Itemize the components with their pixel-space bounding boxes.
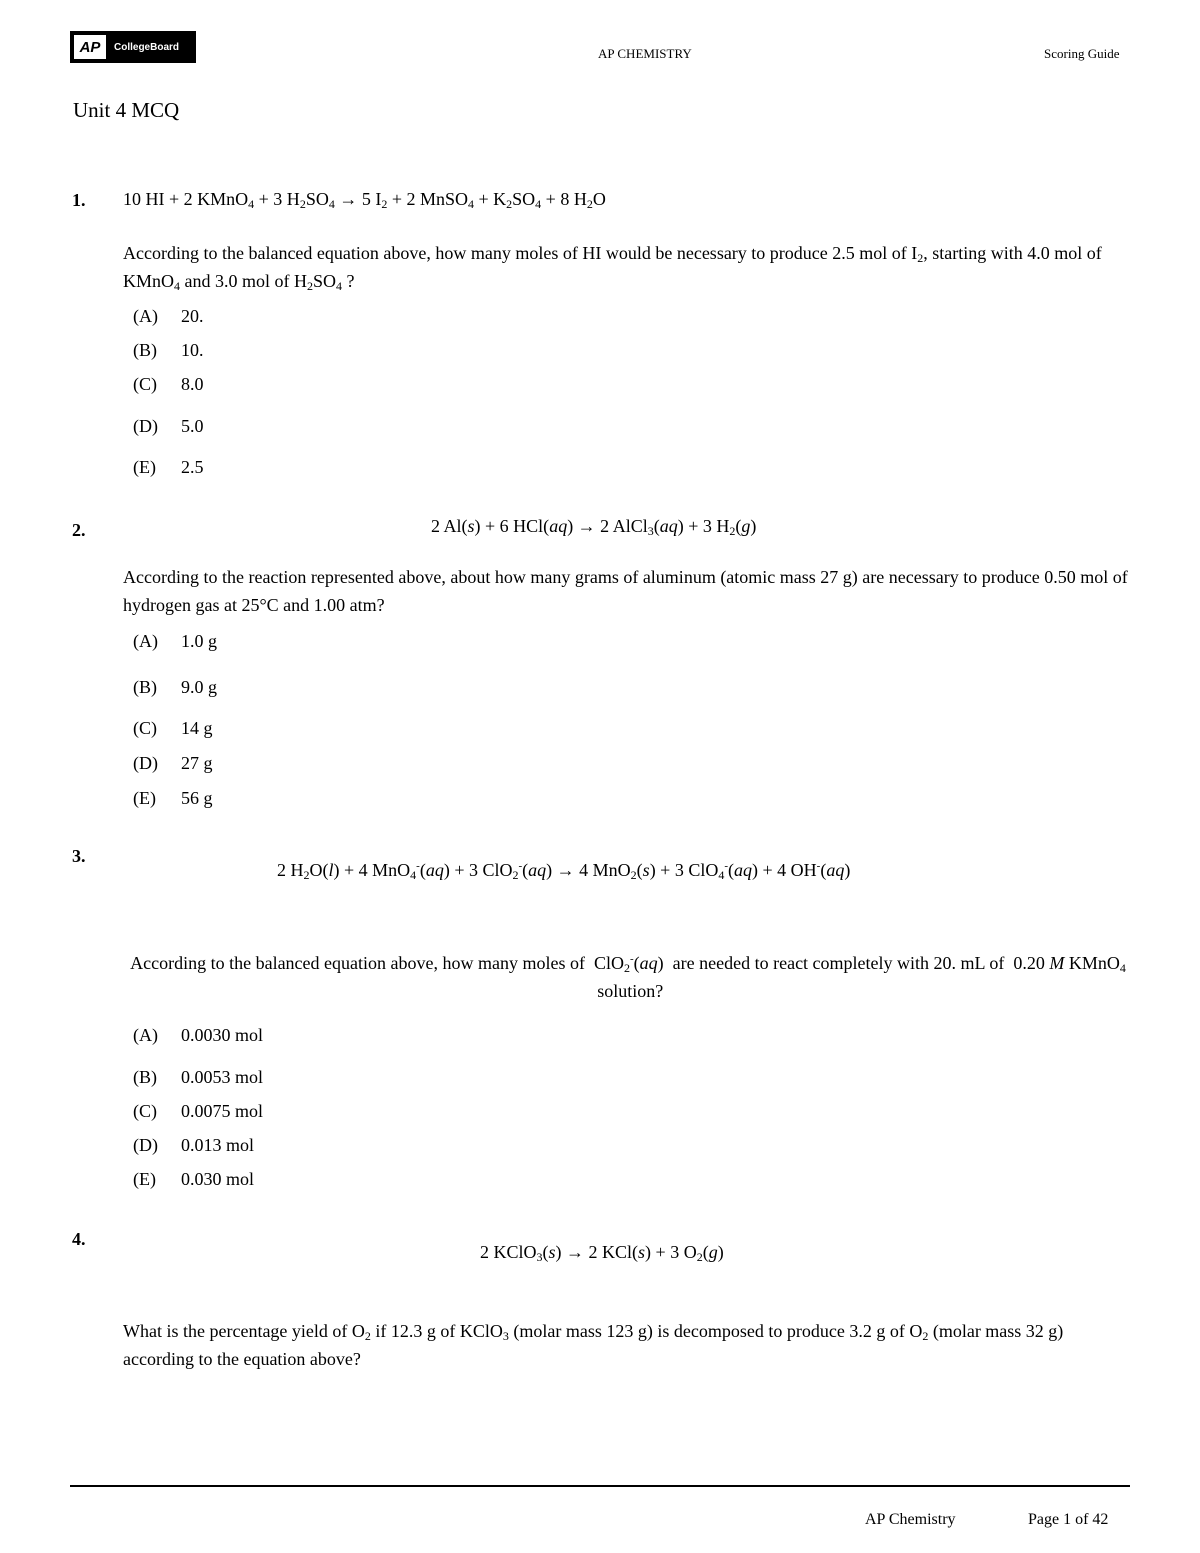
- choice-label: (C): [133, 718, 157, 738]
- choice-label: (A): [133, 1025, 158, 1045]
- choice-text: 9.0 g: [181, 677, 217, 697]
- answer-choice: [133, 753, 213, 774]
- answer-choice: [133, 1025, 263, 1046]
- choice-text: 1.0 g: [181, 631, 217, 651]
- answer-choice: [133, 677, 217, 698]
- choice-label: (C): [133, 374, 157, 394]
- choice-label: (A): [133, 631, 158, 651]
- question-number: 4.: [72, 1229, 86, 1249]
- header-doc-type: Scoring Guide: [1044, 46, 1120, 61]
- choice-label: (C): [133, 1101, 157, 1121]
- choice-text: 0.0075 mol: [181, 1101, 264, 1121]
- footer-course: AP Chemistry: [865, 1511, 956, 1528]
- choice-text: 0.030 mol: [181, 1169, 255, 1189]
- question-1-equation: 10 HI + 2 KMnO$_4$ + 3 $H_2SO_4 \to 5$ $I_2 + 2$ MnSO$_4$ + $K_2SO_4 + 8$ $H_2O$: [123, 189, 606, 211]
- answer-choice: [133, 718, 213, 739]
- choice-label: (D): [133, 753, 158, 773]
- choice-label: (B): [133, 340, 157, 360]
- answer-choice: [133, 1135, 254, 1156]
- answer-choice: [133, 416, 204, 437]
- ap-collegeboard-logo: [70, 31, 196, 63]
- header-subject: AP CHEMISTRY: [598, 46, 692, 61]
- choice-text: 2.5: [181, 457, 204, 477]
- choice-label: (E): [133, 457, 156, 477]
- question-1-stem: According to the balanced equation above, how many moles of HI would be necessary to produce 2.5 mol of $I_2$, starting with 4.0 mol of KMnO$_4$ and 3.0 mol of $H_2SO_4$ ?: [123, 243, 1102, 293]
- answer-choice: [133, 788, 213, 809]
- question-3-stem: According to the balanced equation above, how many moles of ClO$_2$-(aq) are needed to react completely with 20. mL of 0.20 M KMnO$_4$ solution?: [130, 953, 1126, 1001]
- choice-text: 8.0: [181, 374, 204, 394]
- choice-label: (E): [133, 788, 156, 808]
- choice-text: 14 g: [181, 718, 213, 738]
- question-number: 2.: [72, 520, 86, 540]
- choice-text: 10.: [181, 340, 204, 360]
- answer-choice: [133, 340, 204, 361]
- choice-text: 20.: [181, 306, 204, 326]
- choice-label: (D): [133, 1135, 158, 1155]
- answer-choice: [133, 1169, 254, 1190]
- question-4-stem: What is the percentage yield of $O_2$ if 12.3 g of KClO$_3$ (molar mass 123 g) is decomposed to produce 3.2 g of $O_2$ (molar mass 32 g) according to the equation above?: [123, 1321, 1064, 1369]
- answer-choice: [133, 374, 204, 395]
- answer-choice: [133, 457, 204, 478]
- choice-text: 5.0: [181, 416, 204, 436]
- question-4-equation: 2 KClO$_3$(s) → 2 KCl(s) + 3 $O_2(g)$: [480, 1242, 724, 1264]
- choice-label: (E): [133, 1169, 156, 1189]
- question-2-equation: 2 Al(s) + 6 HCl(aq) → 2 AlCl$_3$(aq) + 3 $H_2(g)$: [431, 516, 757, 538]
- choice-label: (B): [133, 1067, 157, 1087]
- question-number: 1.: [72, 190, 86, 210]
- answer-choice: [133, 1101, 263, 1122]
- choice-label: (B): [133, 677, 157, 697]
- answer-choice: [133, 1067, 263, 1088]
- choice-label: (D): [133, 416, 158, 436]
- choice-text: 27 g: [181, 753, 213, 773]
- choice-text: 0.0053 mol: [181, 1067, 264, 1087]
- answer-choice: [133, 306, 204, 327]
- choice-label: (A): [133, 306, 158, 326]
- question-number: 3.: [72, 846, 86, 866]
- choice-text: 0.0030 mol: [181, 1025, 264, 1045]
- question-2-stem: According to the reaction represented above, about how many grams of aluminum (atomic mass 27 g) are necessary to produce 0.50 mol of hydrogen gas at 25°C and 1.00 atm?: [123, 567, 1128, 615]
- question-3-equation: 2 $H_2O(l) + 4$ MnO$_4$-(aq) + 3 ClO$_2$-(aq) → 4 MnO$_2$(s) + 3 ClO$_4$-(aq) + 4 OH-(aq): [277, 860, 851, 882]
- collegeboard-wordmark: CollegeBoard: [114, 41, 180, 53]
- footer-page-number: Page 1 of 42: [1028, 1511, 1109, 1528]
- answer-choice: [133, 631, 217, 652]
- ap-logo-mark: AP: [74, 35, 106, 59]
- choice-text: 0.013 mol: [181, 1135, 255, 1155]
- footer-divider: [70, 1485, 1130, 1487]
- page-title: Unit 4 MCQ: [73, 98, 180, 122]
- choice-text: 56 g: [181, 788, 213, 808]
